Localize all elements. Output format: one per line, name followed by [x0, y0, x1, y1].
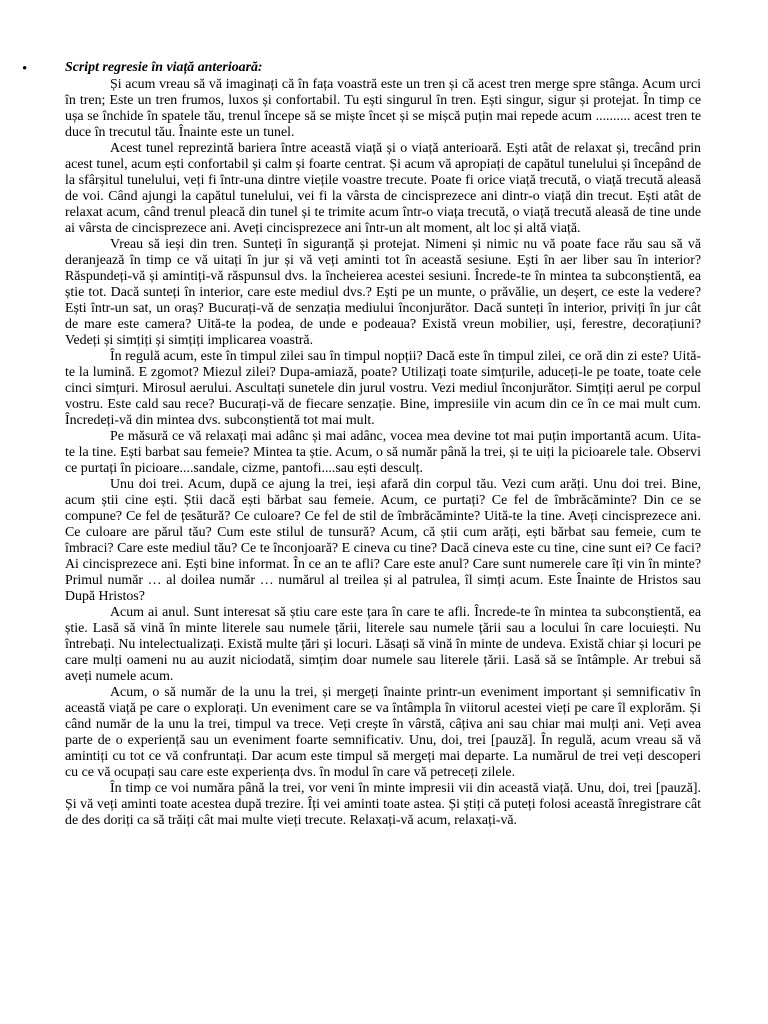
- paragraph-train: Și acum vreau să vă imaginați că în fața voastră este un tren și că acest tren merge spre stânga. Acum urci în tren; Este un tren frumos, luxos și confortabil. Tu ești singurul în tren. Ești singur, sigur și protejat. În timp ce ușa se închide în spatele tău, trenul începe să se miște încet și se mișcă puțin mai repede acum .......... acest tren te duce în trecutul tău. Înainte este un tunel.: [65, 77, 701, 140]
- paragraph-relax-deeper: Pe măsură ce vă relaxați mai adânc și mai adânc, vocea mea devine tot mai puțin importantă acum. Uita-te la tine. Ești barbat sau femeie? Mintea ta știe. Acum, o să număr până la trei, și te uiți la picioarele tale. Observi ce purtați în picioare....sandale, cizme, pantofi....sau ești desculț.: [65, 429, 701, 476]
- paragraph-exit-train: Vreau să ieși din tren. Sunteți în siguranță și protejat. Nimeni și nimic nu vă poate face rău sau să vă deranjează în timp ce vă uitați în jur și vă veți aminti tot în această sesiune. Ești în aer liber sau în interior? Răspundeți-vă și amintiți-vă răspunsul dvs. la încheierea acestei sesiuni. Încrede-te în mintea ta subconștientă, ea știe tot. Dacă sunteți în interior, care este mediul dvs.? Ești pe un munte, o prăvălie, un deșert, ce este la vedere? Ești într-un sat, un oraș? Bucurați-vă de senzația mediului înconjurător. Dacă sunteți în interior, priviți în jur cât de mare este camera? Uită-te la podea, de unde e podeaua? Există vreun mobilier, uși, ferestre, decorațiuni? Vedeți și simțiți și simțiți implicarea voastră.: [65, 237, 701, 348]
- list-bullet: •: [22, 61, 28, 77]
- script-heading: Script regresie în viață anterioară:: [65, 60, 263, 75]
- paragraph-closing: În timp ce voi număra până la trei, vor veni în minte impresii vii din această viață. Unu, doi, trei [pauză]. Și vă veți aminti toate acestea după trezire. Îți vei aminti toate astea. Și știți că puteți folosi această înregistrare cât de des doriți ca să trăiți cât mai multe vieți trecute. Relaxați-vă acum, relaxați-vă.: [65, 781, 701, 828]
- paragraph-day-night: În regulă acum, este în timpul zilei sau în timpul nopții? Dacă este în timpul zilei, ce oră din zi este? Uită-te la lumină. E zgomot? Miezul zilei? Dupa-amiază, poate? Utilizați toate simțurile, aduceți-le pe toate, toate cele cinci simțuri. Mirosul aerului. Ascultați sunetele din jurul vostru. Vezi mediul înconjurător. Simțiți aerul pe corpul vostru. Este cald sau rece? Bucurați-vă de fiecare senzație. Bine, impresiile vin acum din ce în ce mai mult cum. Încredeți-vă din mintea dvs. subconștientă tot mai mult.: [65, 349, 701, 428]
- paragraph-country: Acum ai anul. Sunt interesat să știu care este țara în care te afli. Încrede-te în mintea ta subconștientă, ea știe. Lasă să vină în minte literele sau numele țării, literele sau numele țării sau a locului în care locuiești. Nu întrebați. Nu intelectualizați. Există multe țări și locuri. Lăsați să vină în minte de undeva. Există chiar și locuri pe care mulți oameni nu au auzit niciodată, simțim doar numele sau literele țării. Lasă să se întâmple. Ar trebui să aveți numele acum.: [65, 605, 701, 684]
- paragraph-tunnel: Acest tunel reprezintă bariera între această viață și o viață anterioară. Ești atât de relaxat și, trecând prin acest tunel, acum ești confortabil și calm și foarte centrat. Și acum vă apropiați de capătul tunelului și începând de la sfârșitul tunelului, veți fi într-una dintre viețile voastre trecute. Poate fi orice viață trecută, o viață trecută aleasă de voi. Când ajungi la capătul tunelului, vei fi la vârsta de cincisprezece ani dintr-o viață din trecut. Ești atât de relaxat acum, când trenul pleacă din tunel și te trimite acum într-o viața trecută, o viață trecută aleasă de tine unde ai vârsta de cincisprezece ani. Aveți cincisprezece ani într-un alt moment, alt loc și altă viață.: [65, 141, 701, 236]
- paragraph-one-two-three: Unu doi trei. Acum, după ce ajung la trei, ieși afară din corpul tău. Vezi cum arăți. Unu doi trei. Bine, acum știi cine ești. Știi dacă ești bărbat sau femeie. Acum, ce purtați? Ce fel de îmbrăcăminte? Din ce se compune? Ce fel de țesătură? Ce culoare? Ce fel de stil de îmbrăcăminte? Uită-te la tine. Aveți cincisprezece ani. Ce culoare are părul tău? Cum este stilul de tunsură? Acum, că știi cum arăți, ești bărbat sau femeie, cum te îmbraci? Care este mediul tău? Ce te înconjoară? E cineva cu tine? Dacă cineva este cu tine, cine sunt ei? Ce faci? Ai cincisprezece ani. Ești bine informat. În ce an te afli? Care este anul? Care sunt numerele care îți vin în minte? Primul număr … al doilea număr … numărul al treilea și al patrulea, îl simți acum. Este Înainte de Hristos sau După Hristos?: [65, 477, 701, 604]
- paragraph-event: Acum, o să număr de la unu la trei, și mergeți înainte printr-un eveniment important și semnificativ în această viață pe care o explorați. Un eveniment care se va întâmpla în viitorul acestei vieți pe care îl explorăm. Și când număr de la unu la trei, timpul va trece. Veți crește în vârstă, câțiva ani sau chiar mai mulți ani. Veți avea parte de o experiență sau un eveniment foarte semnificativ. Unu, doi, trei [pauză]. În regulă, acum vreau să vă amintiți cu tot ce vă confruntați. Dar acum este timpul să mergeți mai departe. La numărul de trei veți descoperi cu ce vă ocupați sau care este experiența dvs. în modul în care vă petreceți zilele.: [65, 685, 701, 780]
- document-body: [65, 60, 701, 829]
